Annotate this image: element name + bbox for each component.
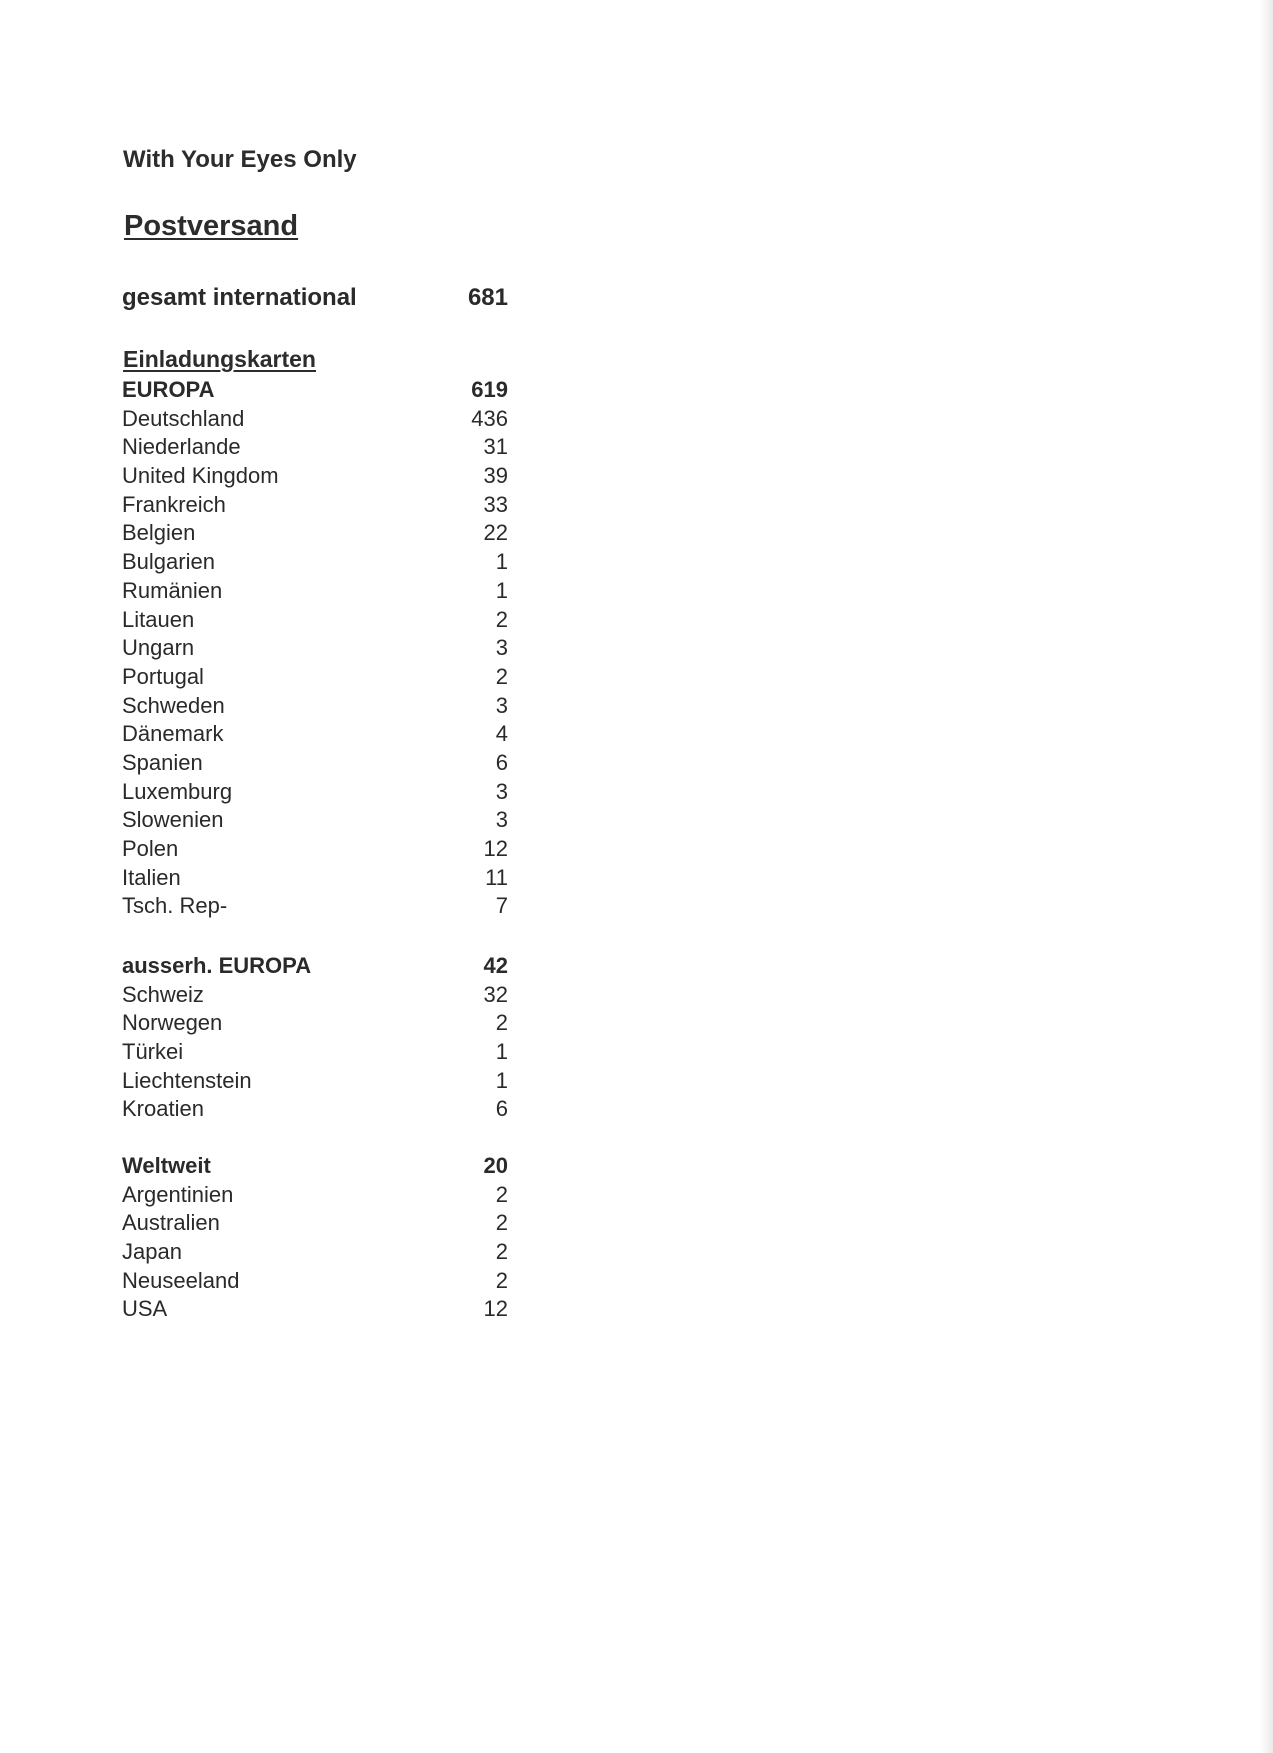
total-label: gesamt international — [122, 284, 357, 311]
country-name: Luxemburg — [122, 778, 233, 804]
country-count: 3 — [495, 692, 508, 718]
document-title: With Your Eyes Only — [123, 146, 357, 173]
country-name: Belgien — [122, 520, 196, 546]
country-name: Slowenien — [122, 807, 224, 833]
europe-label: EUROPA — [122, 377, 215, 402]
country-name: Deutschland — [122, 405, 245, 431]
list-item — [122, 1267, 508, 1296]
country-name: Litauen — [122, 606, 195, 632]
country-name: USA — [122, 1296, 168, 1322]
country-name: Portugal — [122, 663, 204, 689]
country-count: 4 — [495, 721, 508, 747]
invitations-heading: Einladungskarten — [123, 346, 316, 372]
list-item — [122, 806, 508, 835]
country-count: 436 — [471, 405, 508, 431]
list-item — [122, 864, 508, 893]
country-count: 1 — [495, 549, 508, 575]
worldwide-total: 20 — [483, 1153, 508, 1178]
country-name: Schweden — [122, 692, 225, 718]
list-item — [122, 1095, 508, 1124]
country-count: 1 — [495, 1067, 508, 1093]
country-count: 6 — [495, 1096, 508, 1122]
country-count: 3 — [495, 807, 508, 833]
europe-total: 619 — [471, 377, 508, 402]
total-value: 681 — [467, 284, 508, 311]
country-name: Polen — [122, 836, 179, 861]
country-name: Kroatien — [122, 1096, 204, 1122]
list-item — [122, 577, 508, 606]
country-name: Bulgarien — [122, 549, 215, 575]
country-name: Spanien — [122, 749, 203, 775]
scan-edge-shadow — [1259, 0, 1273, 1753]
outside-europe-total: 42 — [483, 953, 508, 978]
country-count: 2 — [495, 1010, 508, 1036]
country-count: 22 — [483, 520, 508, 546]
list-item — [122, 634, 508, 663]
europe-header-row — [122, 376, 508, 405]
country-count: 32 — [483, 981, 508, 1007]
country-name: Norwegen — [122, 1010, 223, 1036]
country-count: 31 — [483, 434, 508, 460]
country-name: Australien — [122, 1210, 220, 1236]
worldwide-header-row — [122, 1152, 508, 1181]
list-item — [122, 981, 508, 1010]
list-item — [122, 1038, 508, 1067]
country-count: 2 — [495, 606, 508, 632]
list-item — [122, 433, 508, 462]
outside-europe-label: ausserh. EUROPA — [122, 953, 312, 978]
country-count: 1 — [495, 1039, 508, 1065]
outside-europe-header-row — [122, 952, 508, 981]
list-item — [122, 606, 508, 635]
list-item — [122, 663, 508, 692]
list-item — [122, 1009, 508, 1038]
list-item — [122, 1209, 508, 1238]
list-item — [122, 462, 508, 491]
outside-europe-list — [122, 952, 508, 1124]
country-count: 7 — [495, 893, 508, 919]
country-name: Neuseeland — [122, 1267, 240, 1293]
country-count: 2 — [495, 1181, 508, 1207]
list-item — [122, 1238, 508, 1267]
worldwide-label: Weltweit — [122, 1153, 211, 1178]
country-count: 12 — [483, 1296, 508, 1322]
country-name: Japan — [122, 1239, 182, 1265]
total-row — [122, 284, 508, 316]
country-name: Schweiz — [122, 981, 204, 1007]
list-item — [122, 749, 508, 778]
country-count: 2 — [495, 663, 508, 689]
country-name: Italien — [122, 864, 181, 890]
country-count: 6 — [495, 749, 508, 775]
country-name: Ungarn — [122, 635, 195, 661]
list-item — [122, 778, 508, 807]
country-count: 3 — [495, 778, 508, 804]
country-name: Liechtenstein — [122, 1067, 252, 1093]
country-count: 39 — [483, 463, 508, 489]
list-item — [122, 692, 508, 721]
country-name: Dänemark — [122, 721, 224, 747]
list-item — [122, 519, 508, 548]
list-item — [122, 548, 508, 577]
country-name: Rumänien — [122, 577, 223, 603]
country-count: 11 — [485, 864, 508, 890]
list-item — [122, 835, 508, 864]
country-count: 3 — [495, 635, 508, 661]
country-count: 33 — [483, 491, 508, 517]
country-count: 2 — [495, 1210, 508, 1236]
country-count: 12 — [483, 836, 508, 861]
list-item — [122, 1295, 508, 1324]
list-item — [122, 1067, 508, 1096]
section-title: Postversand — [124, 210, 299, 242]
country-name: Türkei — [122, 1039, 184, 1065]
country-count: 1 — [495, 577, 508, 603]
list-item — [122, 720, 508, 749]
country-name: Niederlande — [122, 434, 241, 460]
list-item — [122, 491, 508, 520]
list-item — [122, 405, 508, 434]
country-name: Argentinien — [122, 1181, 234, 1207]
country-name: Tsch. Rep- — [122, 893, 228, 919]
country-count: 2 — [495, 1267, 508, 1293]
country-name: United Kingdom — [122, 463, 279, 489]
europe-list — [122, 376, 508, 921]
worldwide-list — [122, 1152, 508, 1324]
country-name: Frankreich — [122, 491, 226, 517]
list-item — [122, 892, 508, 921]
list-item — [122, 1181, 508, 1210]
country-count: 2 — [495, 1239, 508, 1265]
